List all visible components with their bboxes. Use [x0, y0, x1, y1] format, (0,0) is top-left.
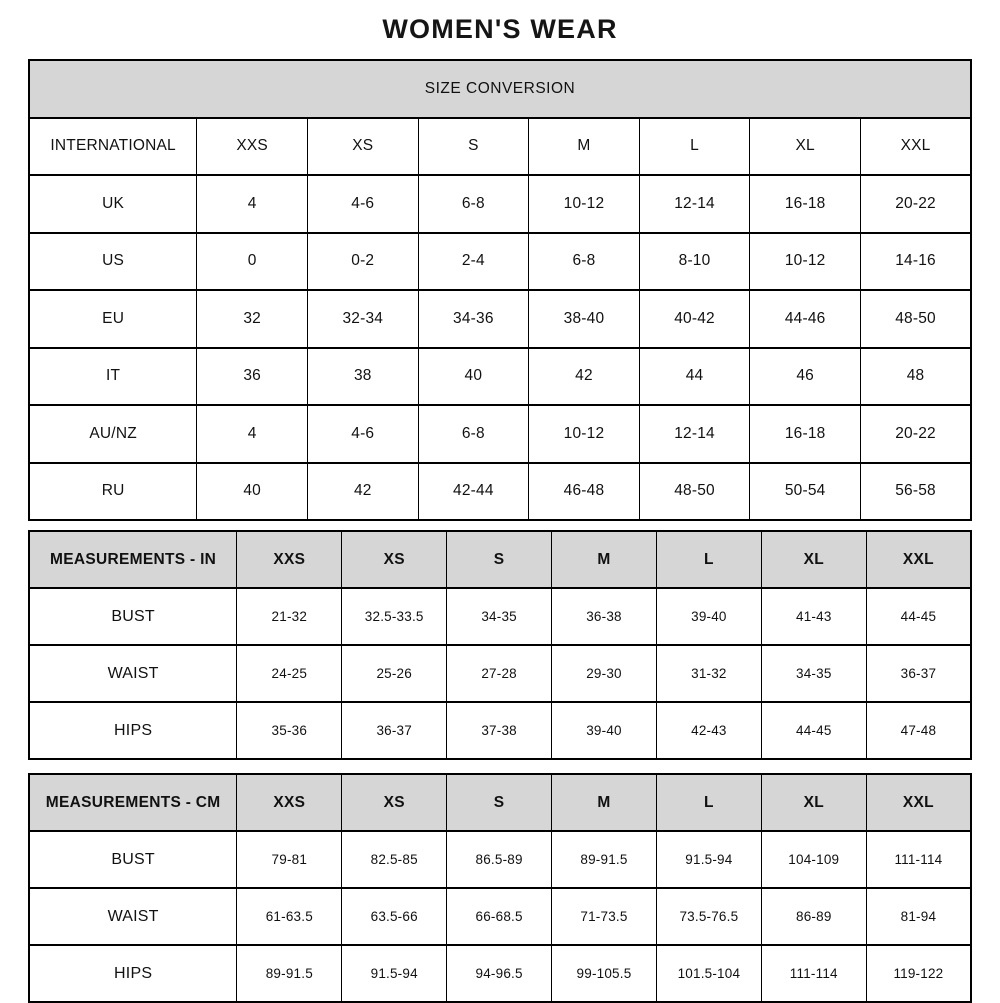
value-cell: 4 [197, 175, 308, 233]
value-cell: 94-96.5 [447, 945, 552, 1002]
value-cell: 6-8 [529, 233, 640, 291]
value-cell: 10-12 [529, 405, 640, 463]
value-cell: 27-28 [447, 645, 552, 702]
value-cell: 40 [197, 463, 308, 521]
size-header-cell: M [552, 774, 657, 831]
value-cell: 32-34 [307, 290, 418, 348]
measurements-cm-table [28, 773, 972, 1003]
size-conversion-header-row [29, 118, 971, 176]
value-cell: 61-63.5 [237, 888, 342, 945]
value-cell: 4-6 [307, 175, 418, 233]
value-cell: 31-32 [656, 645, 761, 702]
table-row [29, 463, 971, 521]
value-cell: 79-81 [237, 831, 342, 888]
value-cell: 0 [197, 233, 308, 291]
value-cell: 42-44 [418, 463, 529, 521]
measurements-cm-body [29, 831, 971, 1002]
value-cell: 20-22 [860, 175, 971, 233]
size-header-cell: XS [342, 531, 447, 588]
table-row [29, 588, 971, 645]
value-cell: 36-37 [342, 702, 447, 759]
value-cell: 41-43 [761, 588, 866, 645]
value-cell: 119-122 [866, 945, 971, 1002]
size-header-cell: XL [761, 531, 866, 588]
value-cell: 104-109 [761, 831, 866, 888]
size-conversion-table [28, 59, 972, 521]
value-cell: 42 [529, 348, 640, 406]
row-label-cell: BUST [29, 588, 237, 645]
size-header-cell: L [656, 774, 761, 831]
value-cell: 38-40 [529, 290, 640, 348]
row-label-cell: HIPS [29, 945, 237, 1002]
size-header-cell: XL [761, 774, 866, 831]
size-header-cell: XS [342, 774, 447, 831]
table-row [29, 405, 971, 463]
table-row [29, 702, 971, 759]
value-cell: 38 [307, 348, 418, 406]
size-header-cell: XXS [237, 774, 342, 831]
size-header-cell: XXS [197, 118, 308, 176]
size-header-cell: XL [750, 118, 861, 176]
value-cell: 46-48 [529, 463, 640, 521]
value-cell: 12-14 [639, 175, 750, 233]
table-row [29, 233, 971, 291]
value-cell: 56-58 [860, 463, 971, 521]
measurements-in-header-row [29, 531, 971, 588]
value-cell: 44 [639, 348, 750, 406]
value-cell: 40-42 [639, 290, 750, 348]
value-cell: 25-26 [342, 645, 447, 702]
value-cell: 42 [307, 463, 418, 521]
table-row [29, 888, 971, 945]
value-cell: 42-43 [656, 702, 761, 759]
value-cell: 12-14 [639, 405, 750, 463]
value-cell: 4 [197, 405, 308, 463]
value-cell: 10-12 [750, 233, 861, 291]
value-cell: 29-30 [552, 645, 657, 702]
value-cell: 39-40 [656, 588, 761, 645]
value-cell: 101.5-104 [656, 945, 761, 1002]
measurements-in-table [28, 530, 972, 760]
value-cell: 50-54 [750, 463, 861, 521]
row-label-cell: AU/NZ [29, 405, 197, 463]
value-cell: 111-114 [866, 831, 971, 888]
table-row [29, 290, 971, 348]
table-row [29, 945, 971, 1002]
value-cell: 44-46 [750, 290, 861, 348]
value-cell: 82.5-85 [342, 831, 447, 888]
value-cell: 10-12 [529, 175, 640, 233]
value-cell: 48-50 [639, 463, 750, 521]
value-cell: 16-18 [750, 175, 861, 233]
value-cell: 99-105.5 [552, 945, 657, 1002]
measurements-cm-header-row [29, 774, 971, 831]
value-cell: 47-48 [866, 702, 971, 759]
row-label-cell: WAIST [29, 888, 237, 945]
size-header-cell: XXS [237, 531, 342, 588]
table-row [29, 175, 971, 233]
row-label-cell: MEASUREMENTS - CM [29, 774, 237, 831]
row-label-cell: HIPS [29, 702, 237, 759]
value-cell: 86.5-89 [447, 831, 552, 888]
value-cell: 2-4 [418, 233, 529, 291]
value-cell: 48 [860, 348, 971, 406]
size-header-cell: S [418, 118, 529, 176]
value-cell: 24-25 [237, 645, 342, 702]
row-label-cell: IT [29, 348, 197, 406]
table-row [29, 645, 971, 702]
value-cell: 32.5-33.5 [342, 588, 447, 645]
value-cell: 89-91.5 [552, 831, 657, 888]
row-label-cell: EU [29, 290, 197, 348]
row-label-cell: MEASUREMENTS - IN [29, 531, 237, 588]
table-row [29, 831, 971, 888]
value-cell: 4-6 [307, 405, 418, 463]
value-cell: 73.5-76.5 [656, 888, 761, 945]
value-cell: 89-91.5 [237, 945, 342, 1002]
value-cell: 6-8 [418, 405, 529, 463]
row-label-cell: UK [29, 175, 197, 233]
value-cell: 37-38 [447, 702, 552, 759]
value-cell: 66-68.5 [447, 888, 552, 945]
value-cell: 111-114 [761, 945, 866, 1002]
table-row [29, 348, 971, 406]
value-cell: 36 [197, 348, 308, 406]
size-header-cell: M [552, 531, 657, 588]
value-cell: 36-37 [866, 645, 971, 702]
page-title: WOMEN'S WEAR [382, 14, 618, 44]
row-label-cell: WAIST [29, 645, 237, 702]
size-header-cell: S [447, 531, 552, 588]
size-header-cell: XS [307, 118, 418, 176]
size-header-cell: M [529, 118, 640, 176]
size-header-cell: XXL [866, 531, 971, 588]
value-cell: 14-16 [860, 233, 971, 291]
row-label-cell: BUST [29, 831, 237, 888]
value-cell: 8-10 [639, 233, 750, 291]
value-cell: 34-36 [418, 290, 529, 348]
value-cell: 39-40 [552, 702, 657, 759]
value-cell: 46 [750, 348, 861, 406]
size-header-cell: XXL [860, 118, 971, 176]
size-conversion-title-row [29, 60, 971, 118]
row-label-cell: INTERNATIONAL [29, 118, 197, 176]
value-cell: 6-8 [418, 175, 529, 233]
measurements-in-body [29, 588, 971, 759]
value-cell: 35-36 [237, 702, 342, 759]
value-cell: 36-38 [552, 588, 657, 645]
value-cell: 81-94 [866, 888, 971, 945]
size-header-cell: L [639, 118, 750, 176]
value-cell: 91.5-94 [656, 831, 761, 888]
value-cell: 44-45 [761, 702, 866, 759]
size-conversion-title: SIZE CONVERSION [29, 60, 971, 118]
value-cell: 48-50 [860, 290, 971, 348]
size-header-cell: XXL [866, 774, 971, 831]
value-cell: 71-73.5 [552, 888, 657, 945]
value-cell: 44-45 [866, 588, 971, 645]
value-cell: 20-22 [860, 405, 971, 463]
value-cell: 21-32 [237, 588, 342, 645]
value-cell: 91.5-94 [342, 945, 447, 1002]
value-cell: 86-89 [761, 888, 866, 945]
row-label-cell: RU [29, 463, 197, 521]
value-cell: 0-2 [307, 233, 418, 291]
value-cell: 40 [418, 348, 529, 406]
value-cell: 63.5-66 [342, 888, 447, 945]
size-header-cell: S [447, 774, 552, 831]
value-cell: 16-18 [750, 405, 861, 463]
value-cell: 34-35 [447, 588, 552, 645]
size-conversion-body [29, 175, 971, 520]
row-label-cell: US [29, 233, 197, 291]
value-cell: 34-35 [761, 645, 866, 702]
size-header-cell: L [656, 531, 761, 588]
value-cell: 32 [197, 290, 308, 348]
